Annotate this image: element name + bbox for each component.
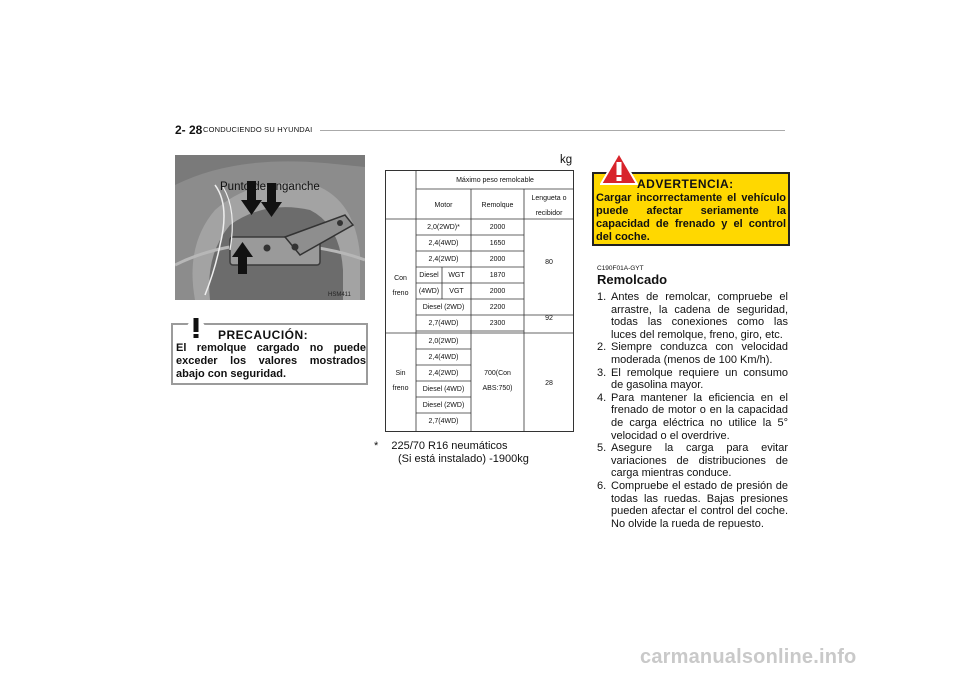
list-item	[597, 480, 788, 530]
caution-title: PRECAUCIÓN:	[218, 328, 309, 342]
step-text: Asegure la carga para evitar variaciones de distribuciones de carga mientras conduce.	[611, 442, 788, 480]
table-row-remolque: 2000	[489, 224, 506, 231]
page-number: 2- 28	[175, 123, 203, 137]
sin-lengueta: 28	[545, 380, 553, 387]
photo-code: HSM411	[328, 292, 351, 298]
table-row-motor: Diesel (2WD)	[422, 402, 465, 409]
group-sin-2: freno	[392, 385, 409, 392]
step-text: Compruebe el estado de presión de todas las ruedas. Bajas presiones pueden afectar el control del coche. No olvide la rueda de repuesto.	[611, 479, 788, 530]
table-row-motor: 2,7(4WD)	[428, 418, 459, 425]
group-sin-1: Sin	[395, 370, 406, 377]
table-row-remolque: 2200	[489, 304, 506, 311]
table-units: kg	[560, 154, 573, 166]
table-row-remolque: 2300	[489, 320, 506, 327]
list-item	[597, 367, 788, 392]
footnote-mark: *	[374, 440, 379, 452]
towing-table	[385, 170, 574, 432]
watermark[interactable]: carmanualsonline.info	[640, 646, 857, 668]
col-lengueta-2: recibidor	[535, 210, 563, 217]
section-title: Remolcado	[597, 272, 668, 287]
step-number: 4.	[597, 391, 607, 404]
warning-title: ADVERTENCIA:	[637, 177, 734, 191]
step-text: Antes de remolcar, compruebe el arrastre, la cadena de seguridad, todas las conexiones como las luces del remolque, freno, giro, etc.	[611, 291, 788, 341]
con-lengueta-b: 92	[545, 315, 553, 322]
step-text: El remolque requiere un consumo de gasolina mayor.	[611, 366, 788, 392]
col-remolque: Remolque	[481, 202, 514, 209]
list-item	[597, 291, 788, 341]
header-group: Máximo peso remolcable	[456, 177, 534, 184]
hitch-point-label: Punto de enganche	[220, 181, 320, 193]
table-row-motor: 2,4(4WD)	[428, 354, 459, 361]
step-number: 2.	[597, 341, 607, 354]
table-row-motor: 2,4(2WD)	[428, 256, 459, 263]
group-con-2: freno	[392, 290, 409, 297]
table-row-motor-b: VGT	[449, 288, 464, 295]
group-con-1: Con	[394, 275, 407, 282]
list-item	[597, 442, 788, 480]
sin-remolque-2: ABS:750)	[482, 385, 513, 392]
footnote-line2: (Si está instalado) -1900kg	[398, 453, 529, 465]
sin-remolque-1: 700(Con	[484, 370, 511, 377]
table-row-motor: 2,0(2WD)*	[427, 224, 460, 231]
hitch-photo	[175, 155, 365, 300]
table-row-motor: Diesel (4WD)	[422, 386, 465, 393]
table-row-motor: Diesel (2WD)	[422, 304, 465, 311]
caution-warning-icon	[178, 311, 214, 341]
towing-steps	[597, 291, 788, 530]
table-row-motor-a: Diesel	[419, 272, 439, 279]
table-row-motor-b: WGT	[448, 272, 465, 279]
warning-text: Cargar incorrectamente el vehículo puede afectar seriamente la capacidad de frenado y el control del coche.	[596, 192, 786, 243]
hitch-illustration	[175, 155, 365, 300]
table-row-motor: 2,0(2WD)	[428, 338, 459, 345]
step-number: 1.	[597, 291, 607, 303]
col-lengueta-1: Lengueta o	[531, 195, 567, 202]
step-number: 6.	[597, 479, 607, 492]
table-row-remolque: 2000	[489, 256, 506, 263]
step-text: Siempre conduzca con velocidad moderada (menos de 100 Km/h).	[611, 341, 788, 366]
footnote-line1: 225/70 R16 neumáticos	[391, 440, 508, 452]
table-row-remolque: 1870	[489, 272, 506, 279]
list-item	[597, 392, 788, 442]
table-row-motor-a: (4WD)	[418, 288, 440, 295]
header-rule	[320, 130, 785, 131]
caution-text: El remolque cargado no puede exceder los valores mostrados abajo con seguridad.	[176, 342, 366, 380]
section-header-title: CONDUCIENDO SU HYUNDAI	[203, 125, 313, 134]
con-lengueta-a: 80	[545, 259, 553, 266]
step-number: 5.	[597, 442, 607, 455]
table-row-motor: 2,4(4WD)	[428, 240, 459, 247]
warning-icon	[600, 152, 638, 186]
table-row-motor: 2,7(4WD)	[428, 320, 459, 327]
table-row-remolque: 1650	[489, 240, 506, 247]
table-footnote	[374, 440, 529, 466]
table-row-remolque: 2000	[489, 288, 506, 295]
list-item	[597, 341, 788, 366]
section-code: C190F01A-GYT	[597, 265, 644, 272]
col-motor: Motor	[434, 202, 453, 209]
table-row-motor: 2,4(2WD)	[428, 370, 459, 377]
step-number: 3.	[597, 366, 607, 379]
step-text: Para mantener la eficiencia en el frenado de motor o en la capacidad de carga eléctrica no utilice la 5° velocidad o el overdrive.	[611, 391, 788, 442]
